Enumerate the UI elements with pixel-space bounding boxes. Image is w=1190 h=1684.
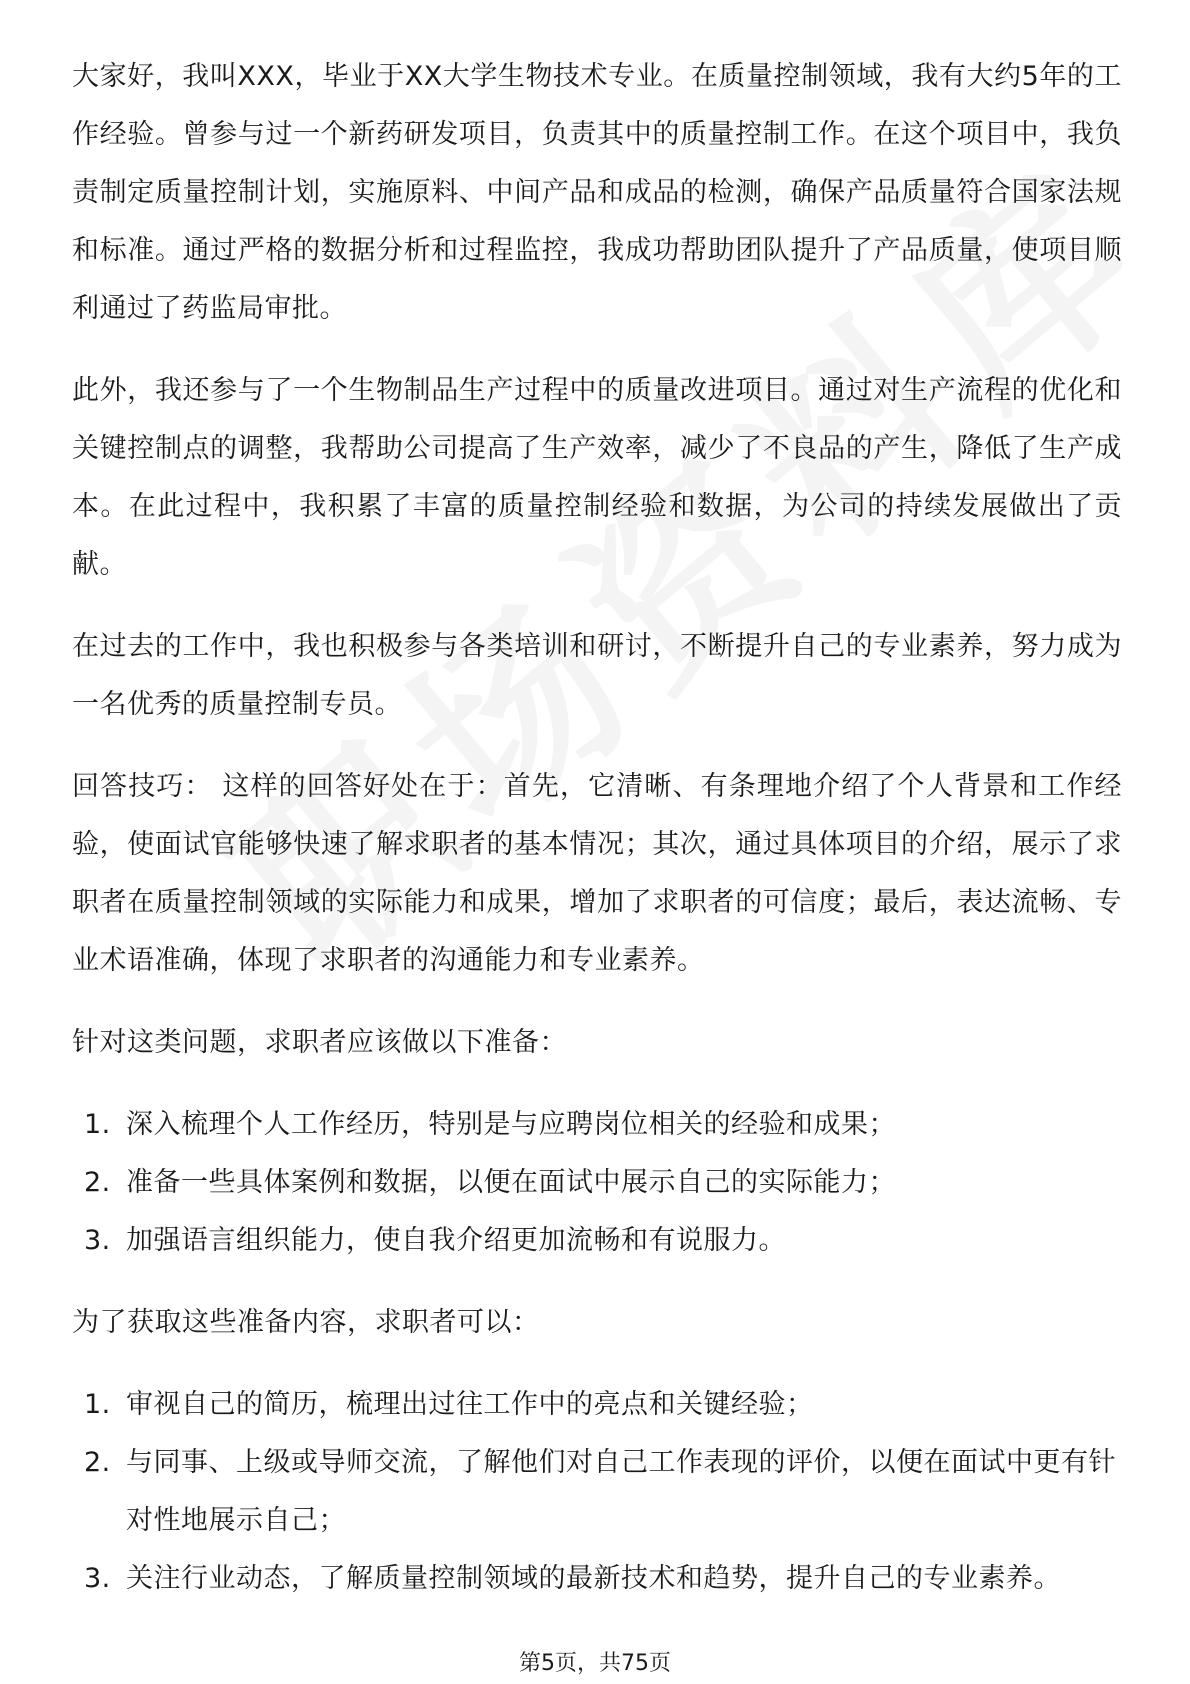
preparation-list [72,1096,1122,1270]
document-body [72,48,1122,1632]
list-item [72,1212,1122,1270]
acquire-list [72,1376,1122,1608]
paragraph-preparation-intro: 针对这类问题，求职者应该做以下准备： [72,1027,567,1058]
list-item-text: 深入梳理个人工作经历，特别是与应聘岗位相关的经验和成果； [126,1109,896,1140]
list-item [72,1434,1122,1550]
list-item [72,1376,1122,1434]
page-number: 第5页，共75页 [519,1651,671,1676]
list-item-text: 与同事、上级或导师交流，了解他们对自己工作表现的评价，以便在面试中更有针对性地展示自己； [126,1447,1116,1536]
list-item [72,1096,1122,1154]
list-item [72,1154,1122,1212]
list-number: 3. [84,1225,111,1256]
list-item-text: 准备一些具体案例和数据，以便在面试中展示自己的实际能力； [126,1167,896,1198]
list-number: 1. [84,1389,111,1420]
paragraph-acquire-intro: 为了获取这些准备内容，求职者可以： [72,1307,540,1338]
paragraph-project: 此外，我还参与了一个生物制品生产过程中的质量改进项目。通过对生产流程的优化和关键控制点的调整，我帮助公司提高了生产效率，减少了不良品的产生，降低了生产成本。在此过程中，我积累了丰富的质量控制经验和数据，为公司的持续发展做出了贡献。 [72,375,1122,580]
list-item-text: 关注行业动态，了解质量控制领域的最新技术和趋势，提升自己的专业素养。 [126,1563,1061,1594]
list-number: 2. [84,1167,111,1198]
list-number: 3. [84,1563,111,1594]
list-item-text: 加强语言组织能力，使自我介绍更加流畅和有说服力。 [126,1225,786,1256]
paragraph-tips: 回答技巧： 这样的回答好处在于：首先，它清晰、有条理地介绍了个人背景和工作经验，使面试官能够快速了解求职者的基本情况；其次，通过具体项目的介绍，展示了求职者在质量控制领域的实际能力和成果，增加了求职者的可信度；最后，表达流畅、专业术语准确，体现了求职者的沟通能力和专业素养。 [72,771,1122,976]
list-item [72,1550,1122,1608]
paragraph-intro: 大家好，我叫XXX，毕业于XX大学生物技术专业。在质量控制领域，我有大约5年的工作经验。曾参与过一个新药研发项目，负责其中的质量控制工作。在这个项目中，我负责制定质量控制计划，实施原料、中间产品和成品的检测，确保产品质量符合国家法规和标准。通过严格的数据分析和过程监控，我成功帮助团队提升了产品质量，使项目顺利通过了药监局审批。 [72,61,1122,324]
list-item-text: 审视自己的简历，梳理出过往工作中的亮点和关键经验； [126,1389,814,1420]
list-number: 1. [84,1109,111,1140]
list-number: 2. [84,1447,111,1478]
paragraph-training: 在过去的工作中，我也积极参与各类培训和研讨，不断提升自己的专业素养，努力成为一名优秀的质量控制专员。 [72,631,1122,720]
